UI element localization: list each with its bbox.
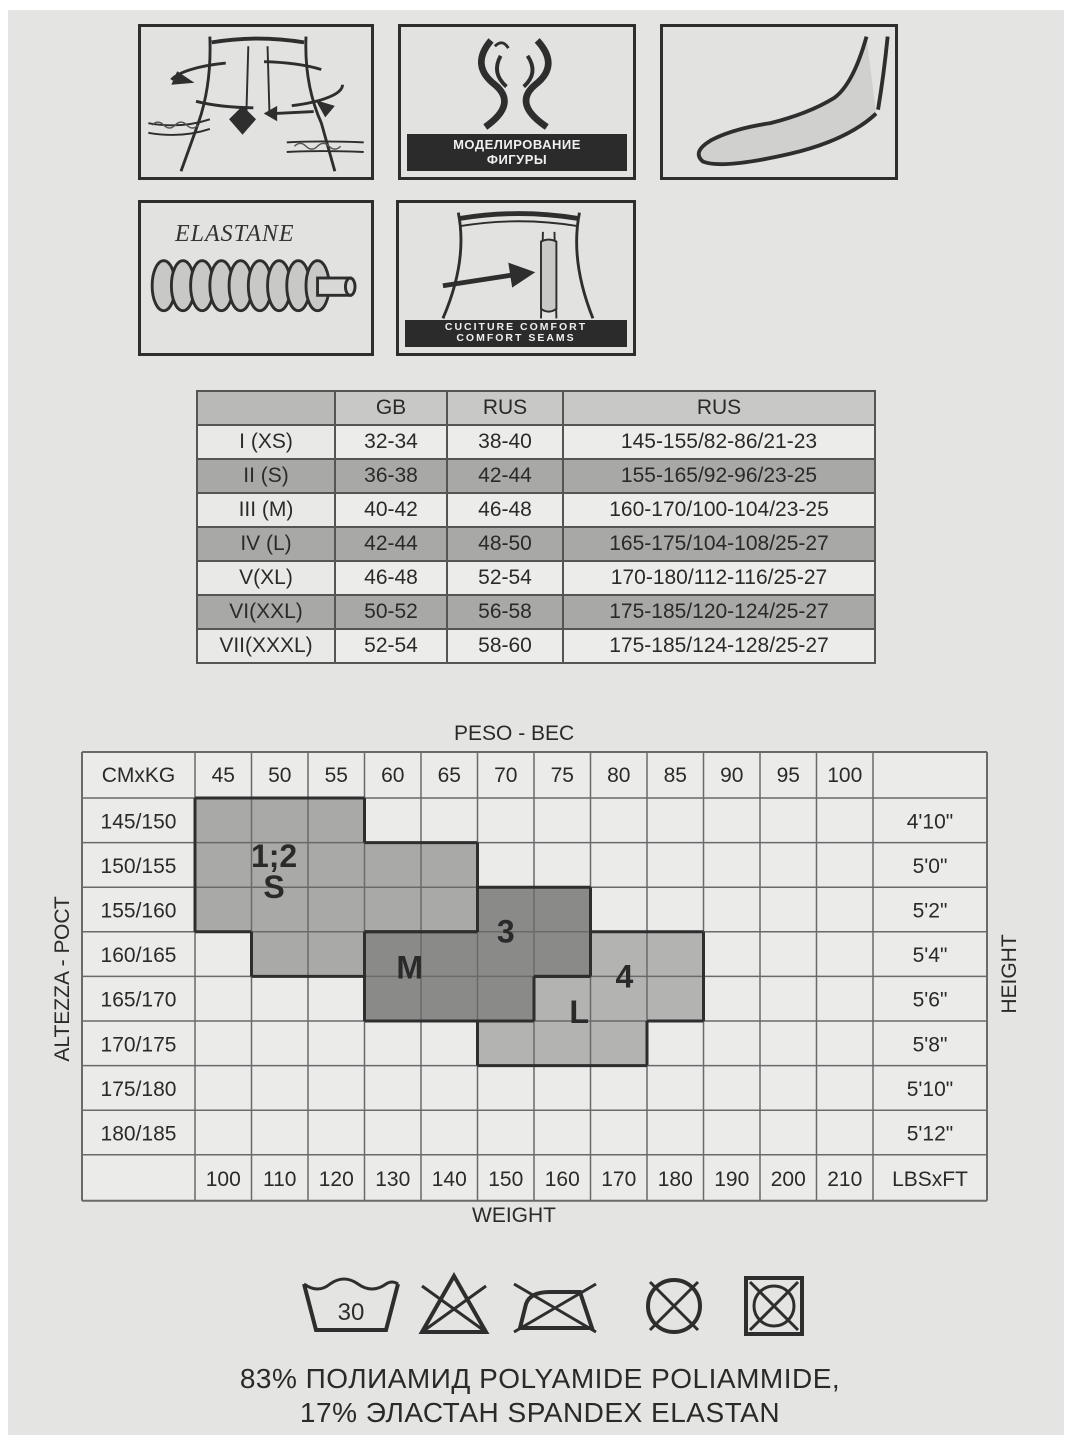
seams-caption-line2: COMFORT SEAMS — [456, 332, 576, 344]
lbs-tick-label: 140 — [431, 1167, 467, 1191]
size-table-cell: 40-42 — [335, 493, 447, 527]
no-dry-clean-icon — [648, 1280, 700, 1332]
size-table-cell: 50-52 — [335, 595, 447, 629]
zone-cell — [308, 932, 365, 977]
size-table-cell: 48-50 — [447, 527, 563, 561]
ft-tick-label: 5'10" — [906, 1077, 954, 1101]
ft-tick-label: 5'0" — [912, 854, 948, 878]
size-table-cell: 170-180/112-116/25-27 — [563, 561, 875, 595]
zone-cell — [647, 932, 704, 977]
zone-cell — [365, 843, 422, 888]
cm-tick-label: 175/180 — [100, 1077, 177, 1101]
kg-tick-label: 75 — [550, 764, 574, 787]
kg-tick-label: 70 — [494, 764, 518, 787]
size-table-header-cell: RUS — [563, 391, 875, 425]
ft-tick-label: 4'10" — [906, 810, 954, 834]
kg-tick-label: 60 — [381, 764, 405, 787]
ft-tick-label: 5'8" — [912, 1033, 948, 1057]
size-table-cell: 42-44 — [335, 527, 447, 561]
size-table-cell: 32-34 — [335, 425, 447, 459]
no-iron-icon — [514, 1284, 596, 1332]
size-table-cell: 160-170/100-104/23-25 — [563, 493, 875, 527]
shaping-caption-line1: МОДЕЛИРОВАНИЕ — [453, 137, 581, 152]
size-table-cell: 38-40 — [447, 425, 563, 459]
cm-tick-label: 170/175 — [100, 1033, 177, 1057]
no-tumble-dry-icon — [746, 1278, 802, 1334]
lbs-tick-label: 120 — [318, 1167, 354, 1191]
zone-cell — [252, 798, 309, 843]
lbs-tick-label: 170 — [601, 1167, 637, 1191]
kg-tick-label: 55 — [324, 764, 348, 787]
ft-tick-label: 5'2" — [912, 899, 948, 923]
wash-temperature: 30 — [337, 1299, 365, 1326]
composition — [0, 1362, 1080, 1430]
zone-number-label: 3 — [496, 913, 515, 950]
zone-cell — [421, 887, 478, 932]
chart-corner-bottom-right: LBSxFT — [892, 1167, 968, 1191]
cm-tick-label: 160/165 — [100, 944, 177, 968]
zone-number-label: 1;2 — [250, 837, 298, 874]
zone-size-label: L — [569, 994, 589, 1030]
composition-line1: 83% ПОЛИАМИД POLYAMIDE POLIAMMIDE, — [239, 1363, 841, 1394]
kg-tick-label: 50 — [268, 764, 292, 787]
zone-cell — [534, 932, 591, 977]
size-table-cell: 56-58 — [447, 595, 563, 629]
kg-tick-label: 95 — [776, 764, 800, 787]
zone-cell — [195, 887, 252, 932]
kg-tick-label: 65 — [437, 764, 461, 787]
lbs-tick-label: 110 — [263, 1167, 297, 1191]
cm-tick-label: 145/150 — [100, 810, 177, 834]
size-table-cell: 42-44 — [447, 459, 563, 493]
size-table-cell: 145-155/82-86/21-23 — [563, 425, 875, 459]
seams-caption-line1: CUCITURE COMFORT — [444, 321, 588, 333]
size-table-cell: 58-60 — [447, 629, 563, 663]
chart-corner-top-left: CMxKG — [101, 764, 176, 787]
kg-tick-label: 90 — [720, 764, 744, 787]
cm-tick-label: 165/170 — [100, 988, 177, 1012]
zone-number-label: 4 — [615, 958, 634, 995]
size-table-cell: II (S) — [197, 459, 335, 493]
lbs-tick-label: 100 — [205, 1167, 241, 1191]
ft-tick-label: 5'6" — [912, 988, 948, 1012]
chart-title: PESO - ВЕС — [454, 722, 575, 745]
composition-line2: 17% ЭЛАСТАН SPANDEX ELASTAN — [299, 1397, 781, 1428]
size-table-header-cell: GB — [335, 391, 447, 425]
lbs-tick-label: 210 — [827, 1167, 863, 1191]
chart-ylabel: ALTEZZA - РОСТ — [51, 896, 74, 1062]
size-table-cell: IV (L) — [197, 527, 335, 561]
lbs-tick-label: 190 — [714, 1167, 750, 1191]
zone-size-label: M — [396, 949, 424, 986]
lbs-tick-label: 130 — [375, 1167, 411, 1191]
elastane-label: ELASTANE — [175, 221, 295, 247]
lbs-tick-label: 180 — [657, 1167, 693, 1191]
size-table-cell: V(XL) — [197, 561, 335, 595]
size-table-cell: VI(XXL) — [197, 595, 335, 629]
zone-cell — [421, 932, 478, 977]
zone-cell — [252, 932, 309, 977]
care-symbols — [300, 1270, 820, 1340]
size-table-cell: 36-38 — [335, 459, 447, 493]
no-bleach-icon — [422, 1276, 486, 1332]
size-table-cell: 52-54 — [335, 629, 447, 663]
size-table-cell: 46-48 — [335, 561, 447, 595]
kg-tick-label: 85 — [663, 764, 687, 787]
size-table-cell: 175-185/120-124/25-27 — [563, 595, 875, 629]
zone-cell — [534, 887, 591, 932]
zone-cell — [308, 843, 365, 888]
size-table-cell: 165-175/104-108/25-27 — [563, 527, 875, 561]
zone-cell — [308, 798, 365, 843]
wash-30-icon — [304, 1279, 398, 1330]
shaping-caption-line2: ФИГУРЫ — [486, 152, 548, 167]
chart-ylabel-right: HEIGHT — [998, 934, 1021, 1014]
zone-size-label: S — [263, 869, 285, 906]
zone-cell — [365, 887, 422, 932]
size-table-cell: 155-165/92-96/23-25 — [563, 459, 875, 493]
cm-tick-label: 155/160 — [100, 899, 177, 923]
kg-tick-label: 45 — [211, 764, 235, 787]
size-table-header-cell: RUS — [447, 391, 563, 425]
ft-tick-label: 5'12" — [906, 1122, 954, 1146]
zone-cell — [421, 976, 478, 1021]
lbs-tick-label: 160 — [544, 1167, 580, 1191]
cm-tick-label: 150/155 — [100, 854, 177, 878]
zone-cell — [195, 843, 252, 888]
size-table-cell: 52-54 — [447, 561, 563, 595]
size-table-cell: VII(XXXL) — [197, 629, 335, 663]
zone-cell — [478, 1021, 535, 1066]
kg-tick-label: 100 — [827, 764, 863, 787]
size-table-cell: 175-185/124-128/25-27 — [563, 629, 875, 663]
zone-cell — [195, 798, 252, 843]
size-table-cell: I (XS) — [197, 425, 335, 459]
lbs-tick-label: 150 — [488, 1167, 524, 1191]
zone-cell — [647, 976, 704, 1021]
kg-tick-label: 80 — [607, 764, 631, 787]
size-table-cell: III (M) — [197, 493, 335, 527]
zone-cell — [421, 843, 478, 888]
zone-cell — [591, 1021, 648, 1066]
zone-cell — [308, 887, 365, 932]
size-table-cell: 46-48 — [447, 493, 563, 527]
chart-xlabel: WEIGHT — [472, 1204, 556, 1227]
zone-cell — [478, 976, 535, 1021]
cm-tick-label: 180/185 — [100, 1122, 177, 1146]
ft-tick-label: 5'4" — [912, 944, 948, 968]
lbs-tick-label: 200 — [770, 1167, 806, 1191]
